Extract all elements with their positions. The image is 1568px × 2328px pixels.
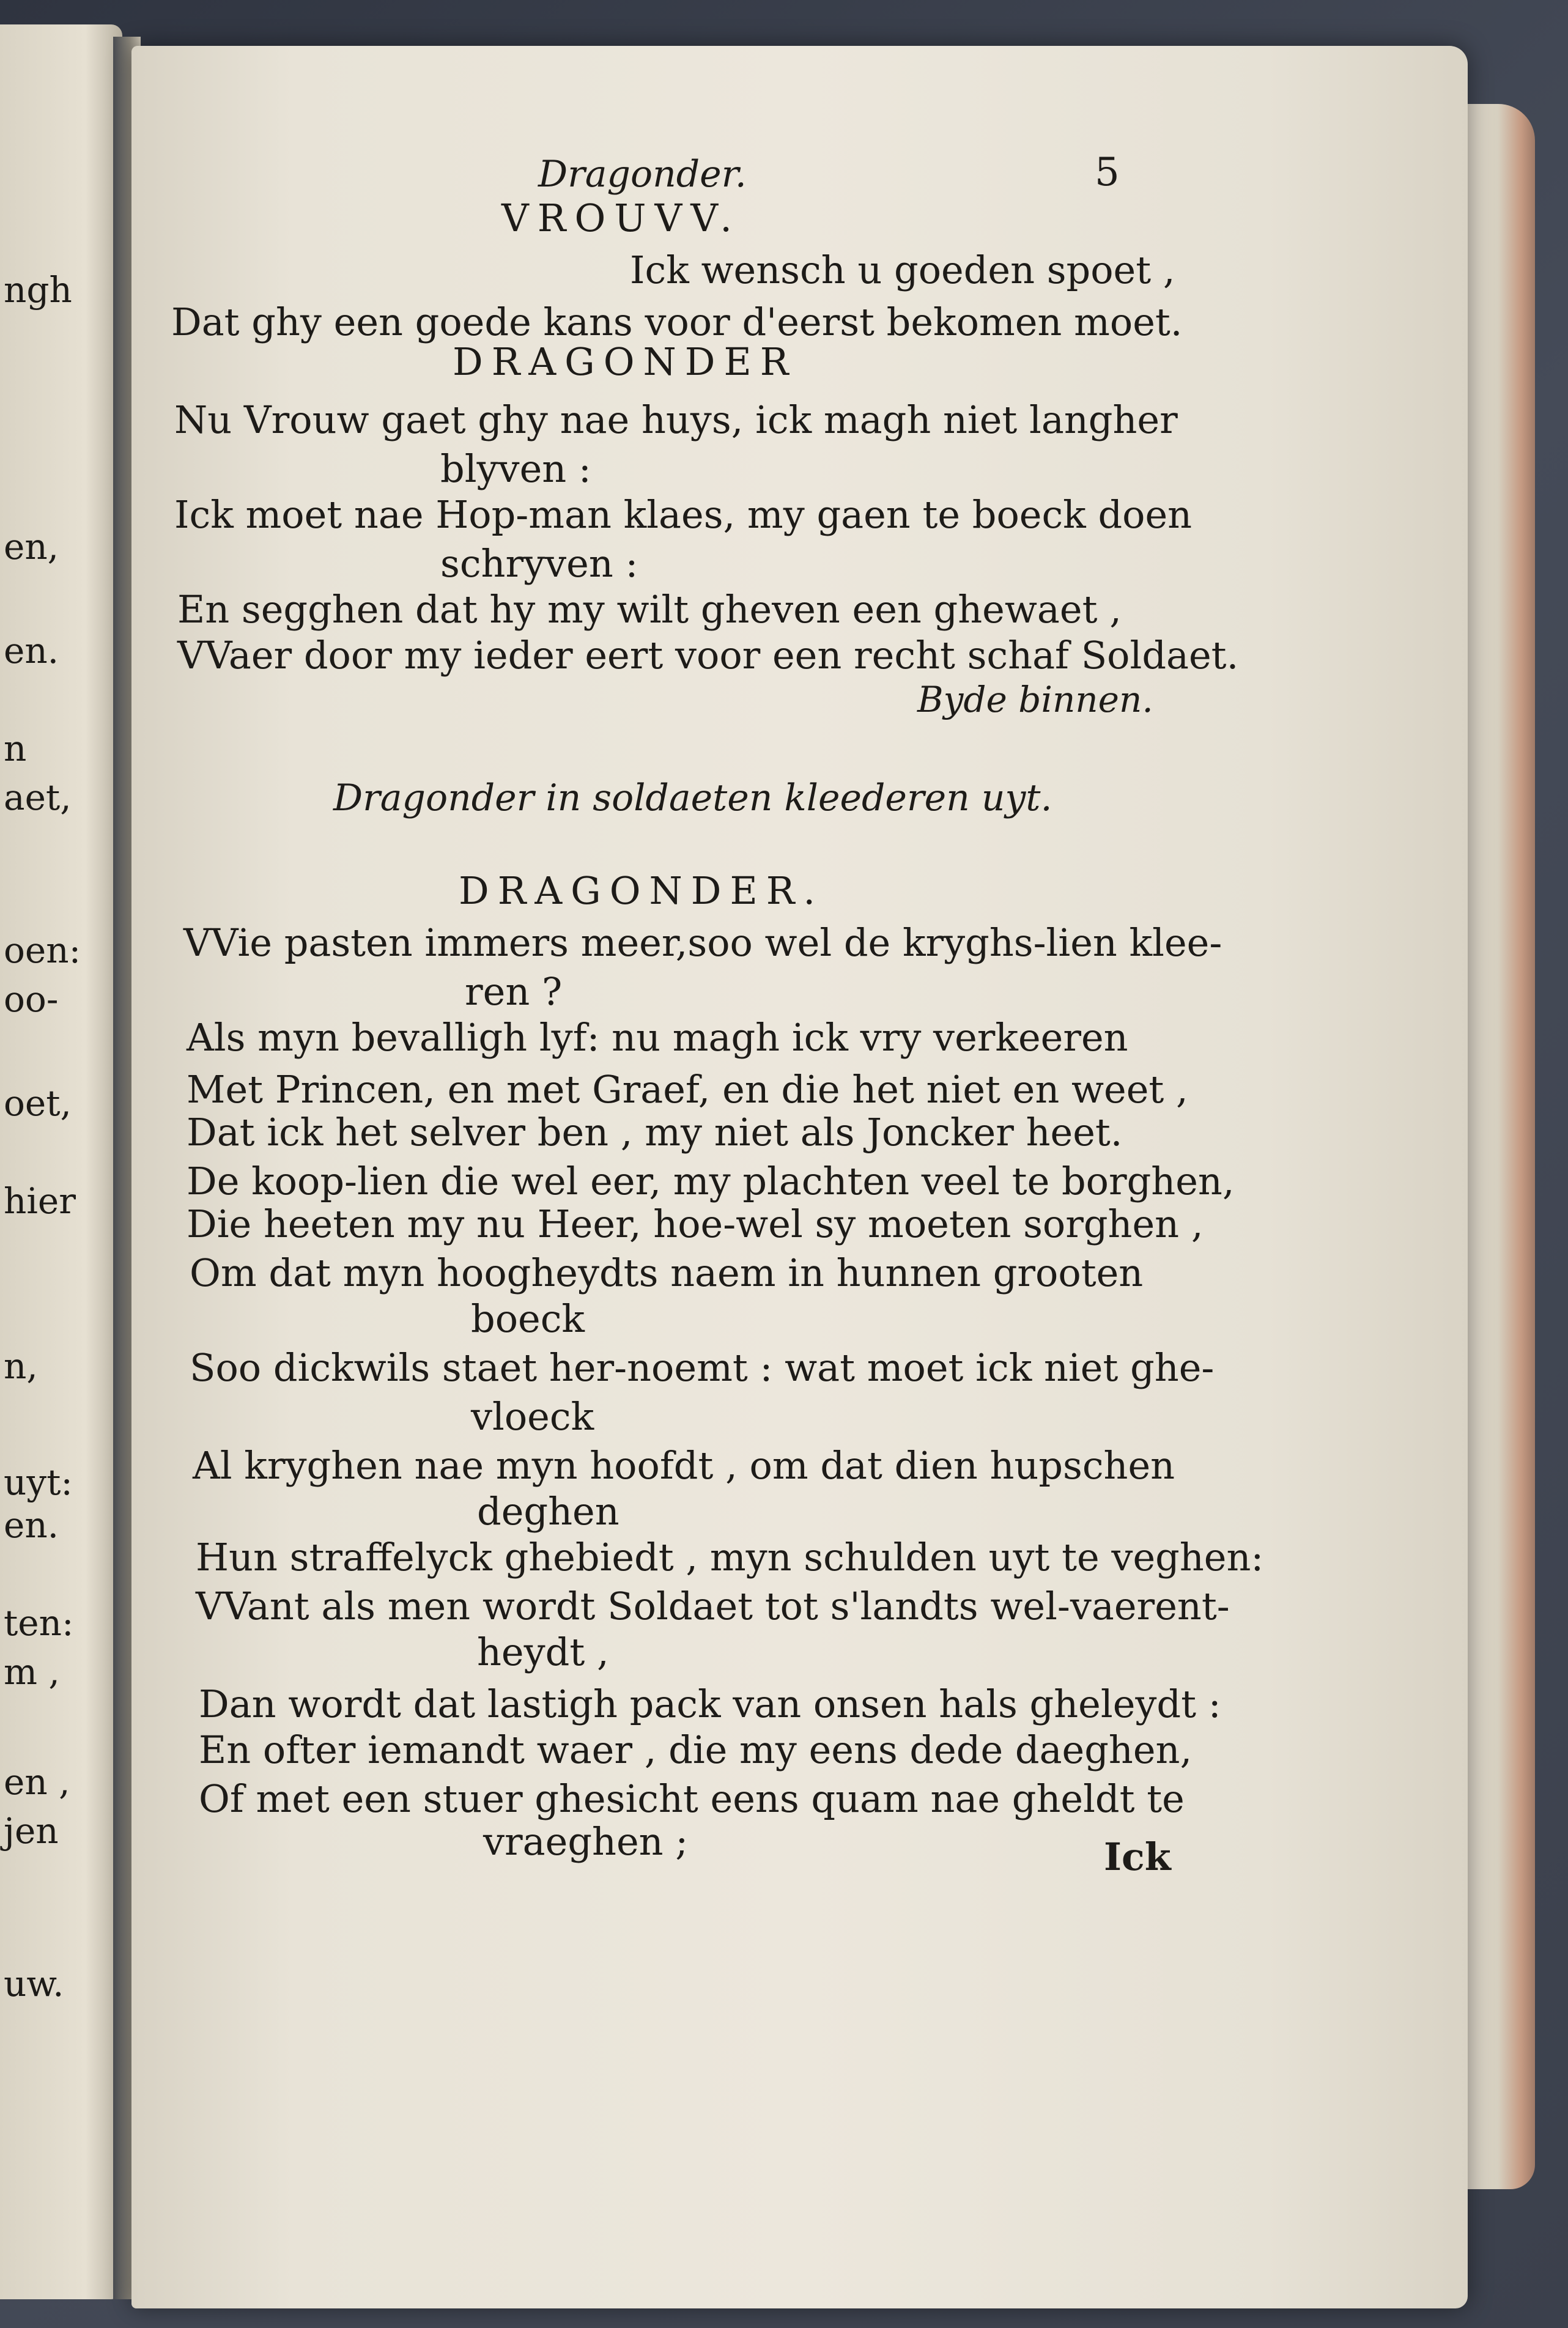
left-fragment: en. xyxy=(4,1504,59,1546)
left-fragment: oet, xyxy=(4,1082,72,1124)
verse-line: Of met een stuer ghesicht eens quam nae gheldt te xyxy=(199,1776,1185,1821)
running-title: Dragonder. xyxy=(538,153,747,196)
left-page xyxy=(0,24,122,2299)
verse-line: Hun straffelyck ghebiedt , myn schulden uyt te veghen: xyxy=(196,1535,1264,1580)
verse-line: Dat ick het selver ben , my niet als Joncker heet. xyxy=(187,1110,1123,1155)
verse-line: Dat ghy een goede kans voor d'eerst bekomen moet. xyxy=(171,300,1183,344)
speaker-dragonder: DRAGONDER xyxy=(453,339,797,384)
verse-line: VVant als men wordt Soldaet tot s'landts wel-vaerent- xyxy=(196,1584,1230,1628)
verse-line: boeck xyxy=(471,1296,585,1341)
stage-direction: Dragonder in soldaeten kleederen uyt. xyxy=(333,777,1052,819)
verse-line: Dan wordt dat lastigh pack van onsen hals gheleydt : xyxy=(199,1682,1221,1726)
left-fragment: uyt: xyxy=(4,1461,73,1503)
verse-line: heydt , xyxy=(477,1630,609,1674)
left-page-text xyxy=(4,24,120,2299)
left-fragment: ngh xyxy=(4,269,72,311)
verse-line: En segghen dat hy my wilt gheven een ghewaet , xyxy=(177,587,1122,632)
verse-line: Al kryghen nae myn hoofdt , om dat dien hupschen xyxy=(193,1443,1175,1488)
verse-line: Ick moet nae Hop-man klaes, my gaen te boeck doen xyxy=(174,492,1193,537)
verse-line: Soo dickwils staet her-noemt : wat moet ick niet ghe- xyxy=(190,1345,1215,1390)
verse-line: VVaer door my ieder eert voor een recht schaf Soldaet. xyxy=(177,633,1239,678)
speaker-dragonder: DRAGONDER. xyxy=(459,868,824,913)
verse-line: De koop-lien die wel eer, my plachten veel te borghen, xyxy=(187,1159,1235,1203)
verse-line: ren ? xyxy=(465,969,563,1014)
left-fragment: n, xyxy=(4,1345,38,1387)
verse-line: Als myn bevalligh lyf: nu magh ick vry verkeeren xyxy=(187,1015,1128,1060)
verse-line: blyven : xyxy=(440,446,591,491)
verse-line: Die heeten my nu Heer, hoe-wel sy moeten sorghen , xyxy=(187,1202,1204,1246)
left-fragment: hier xyxy=(4,1180,76,1222)
verse-line: Nu Vrouw gaet ghy nae huys, ick magh niet langher xyxy=(174,397,1178,442)
left-fragment: m , xyxy=(4,1651,60,1693)
left-fragment: aet, xyxy=(4,777,72,818)
stage-direction: Byde binnen. xyxy=(917,679,1153,720)
left-fragment: n xyxy=(4,728,27,769)
verse-line: schryven : xyxy=(440,541,638,586)
page-number: 5 xyxy=(1095,150,1120,195)
verse-line: vloeck xyxy=(471,1394,594,1439)
verse-line: Ick wensch u goeden spoet , xyxy=(630,248,1175,292)
verse-line: Met Princen, en met Graef, en die het niet en weet , xyxy=(187,1067,1188,1112)
left-fragment: en, xyxy=(4,526,59,567)
verse-line: deghen xyxy=(477,1489,619,1534)
speaker-vrouw: VROUVV. xyxy=(501,196,741,240)
left-fragment: uw. xyxy=(4,1963,64,2005)
left-fragment: jen xyxy=(4,1810,59,1852)
left-fragment: en , xyxy=(4,1761,70,1803)
left-fragment: oo- xyxy=(4,978,59,1020)
verse-line: VVie pasten immers meer,soo wel de kryghs-lien klee- xyxy=(183,920,1222,965)
verse-line: Om dat myn hoogheydts naem in hunnen grooten xyxy=(190,1251,1144,1295)
left-fragment: en. xyxy=(4,630,59,671)
verse-line: En ofter iemandt waer , die my eens dede daeghen, xyxy=(199,1728,1193,1772)
left-fragment: ten: xyxy=(4,1602,74,1644)
catchword: Ick xyxy=(1104,1835,1171,1879)
left-fragment: oen: xyxy=(4,929,81,971)
verse-line: vraeghen ; xyxy=(483,1819,689,1864)
